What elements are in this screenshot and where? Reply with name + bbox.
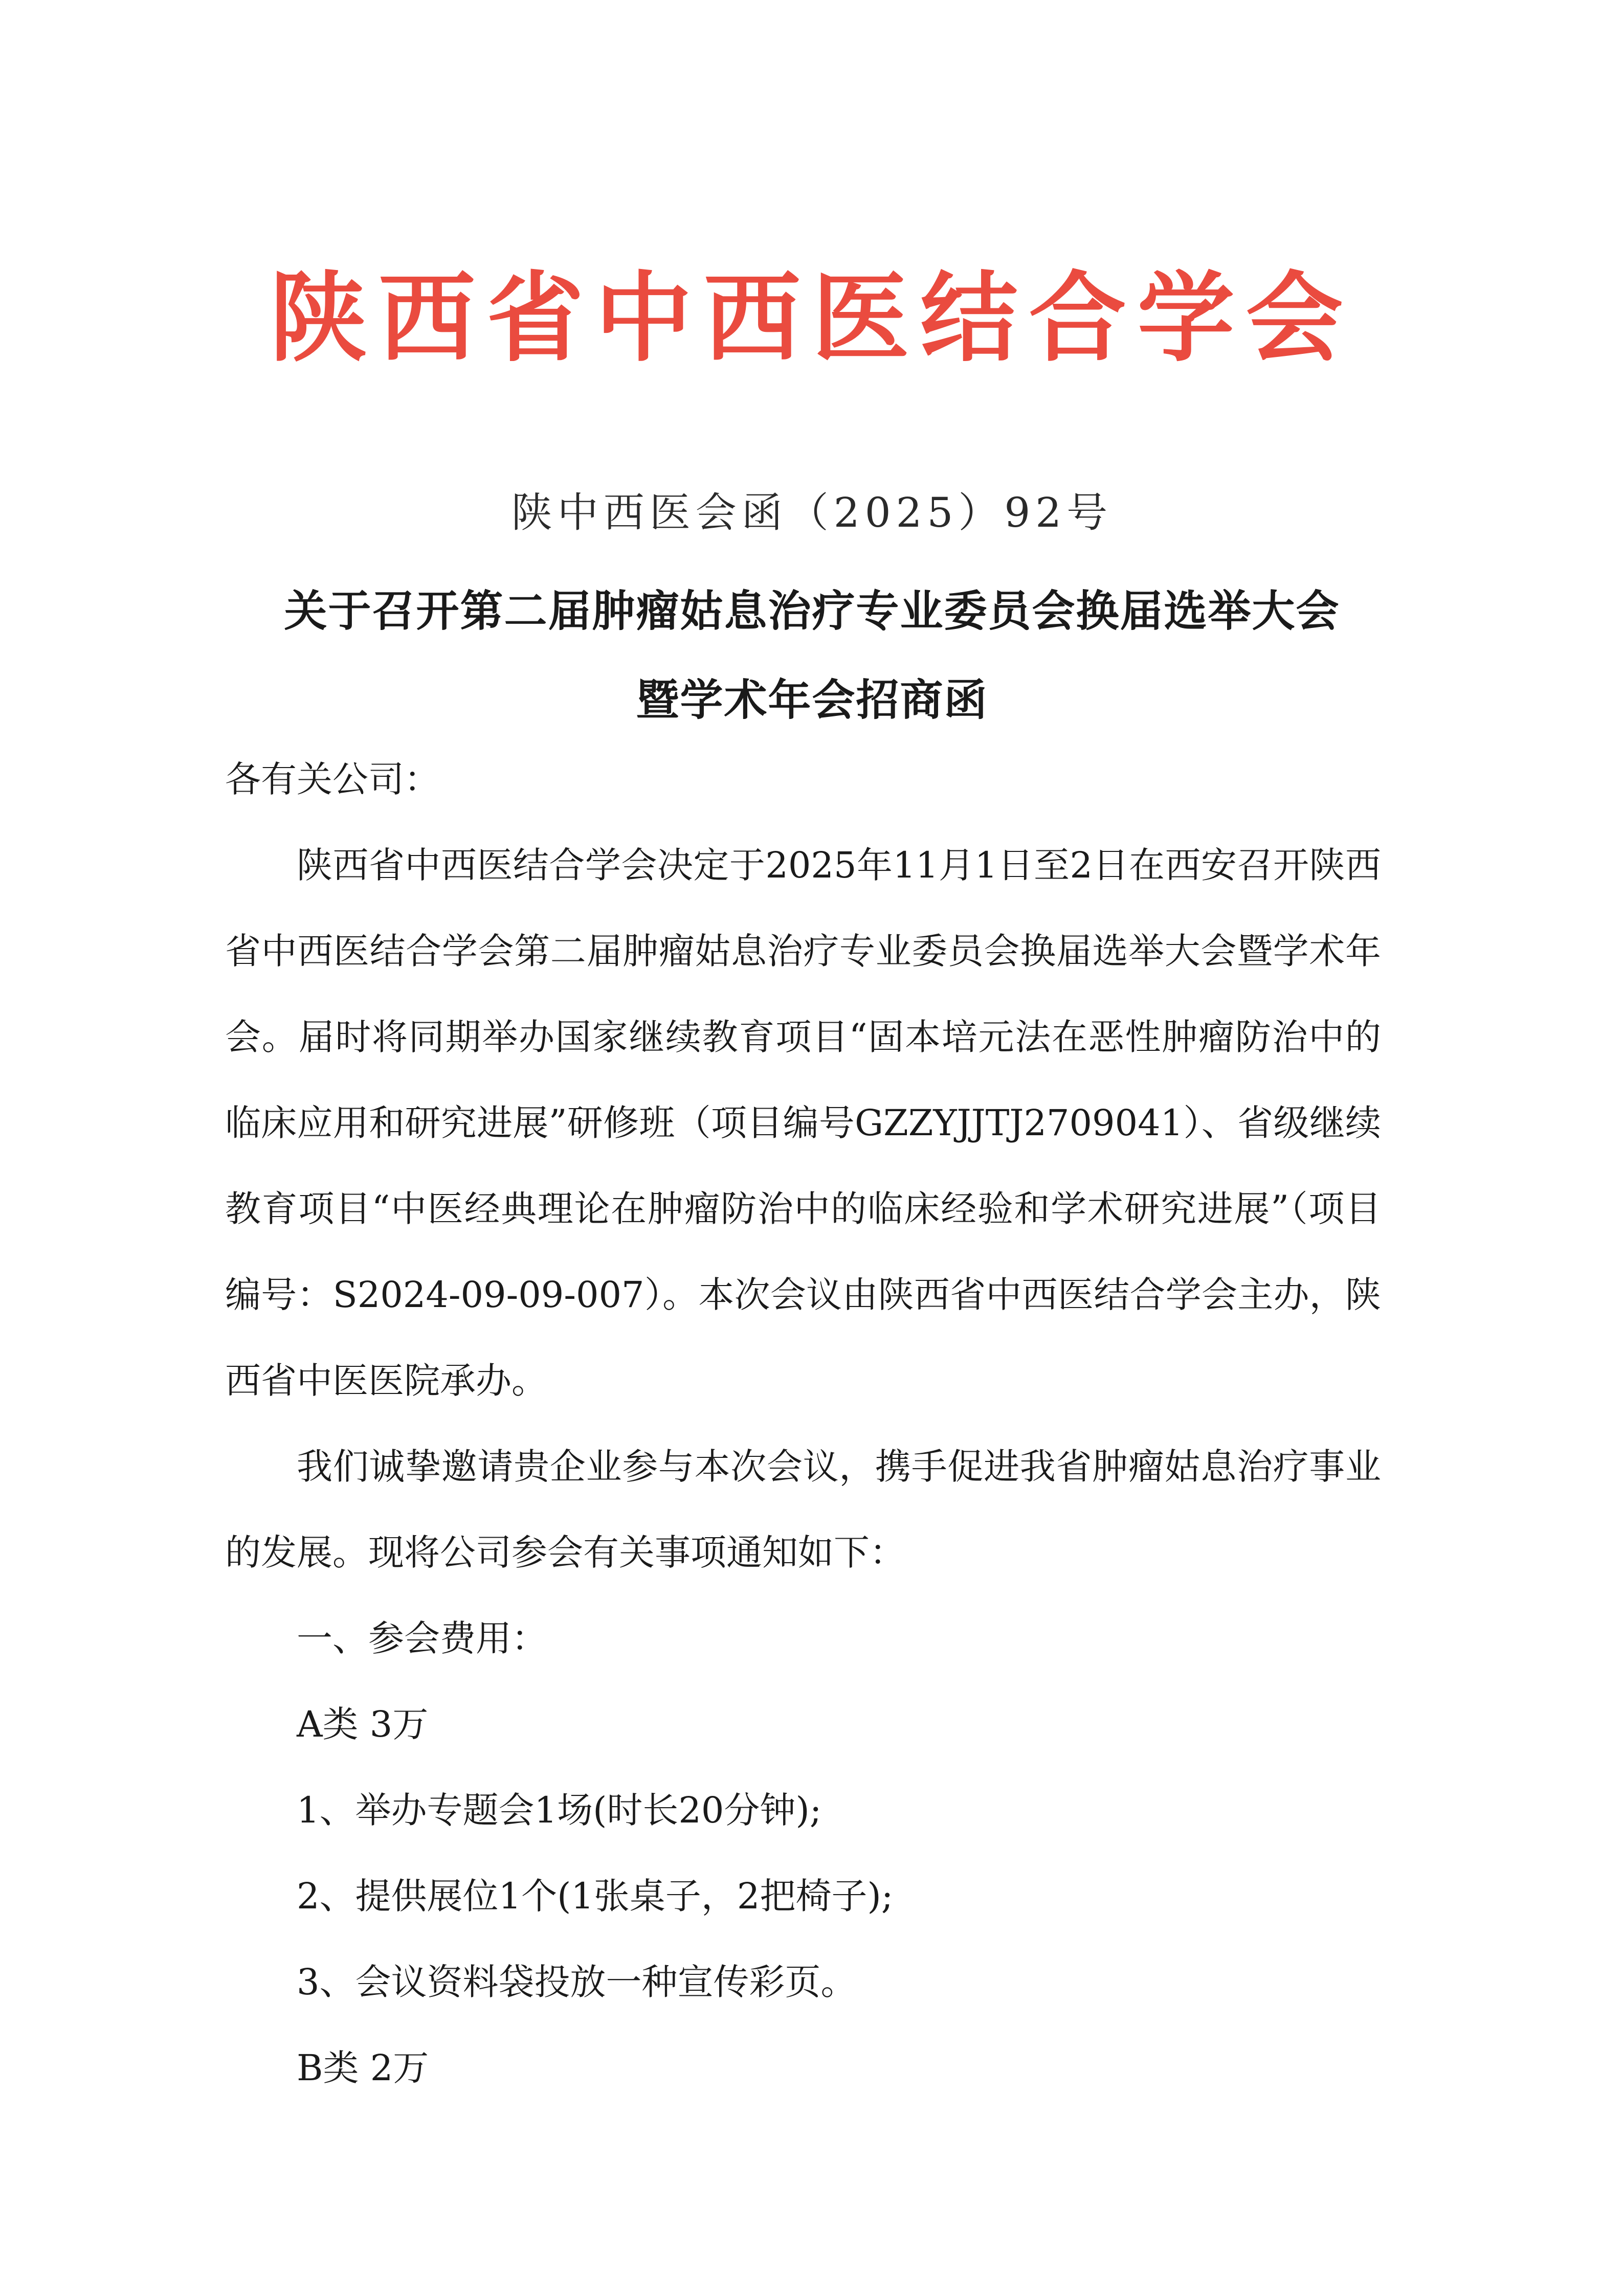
section-heading-fees: 一、参会费用： (297, 1617, 547, 1659)
tier-a-item: 1、举办专题会1场(时长20分钟); (297, 1789, 822, 1831)
document-title-line-2: 暨学术年会招商函 (636, 675, 988, 725)
tier-b-label: B类 2万 (297, 2047, 429, 2089)
document-number: 陕中西医会函（2025）92号 (511, 489, 1113, 536)
tier-a-label: A类 3万 (297, 1703, 429, 1745)
tier-a-item: 2、提供展位1个(1张桌子，2把椅子); (297, 1875, 894, 1917)
body-paragraph-invitation: 我们诚挚邀请贵企业参与本次会议，携手促进我省肿瘤姑息治疗事业的发展。现将公司参会有关事项通知如下： (225, 1446, 1381, 1573)
body-paragraph-intro: 陕西省中西医结合学会决定于2025年11月1日至2日在西安召开陕西省中西医结合学会第二届肿瘤姑息治疗专业委员会换届选举大会暨学术年会。届时将同期举办国家继续教育项目“固本培元法在恶性肿瘤防治中的临床应用和研究进展”研修班（项目编号GZZYJJTJ2709041）、省级继续教育项目“中医经典理论在肿瘤防治中的临床经验和学术研究进展”（项目编号：S2024-09-09-007）。本次会议由陕西省中西医结合学会主办，陕西省中医医院承办。 (225, 844, 1381, 1402)
tier-a-item: 3、会议资料袋投放一种宣传彩页。 (297, 1961, 857, 2003)
salutation: 各有关公司： (225, 758, 440, 800)
organization-header: 陕西省中西医结合学会 (270, 262, 1354, 375)
document-title-line-1: 关于召开第二届肿瘤姑息治疗专业委员会换届选举大会 (284, 586, 1340, 636)
